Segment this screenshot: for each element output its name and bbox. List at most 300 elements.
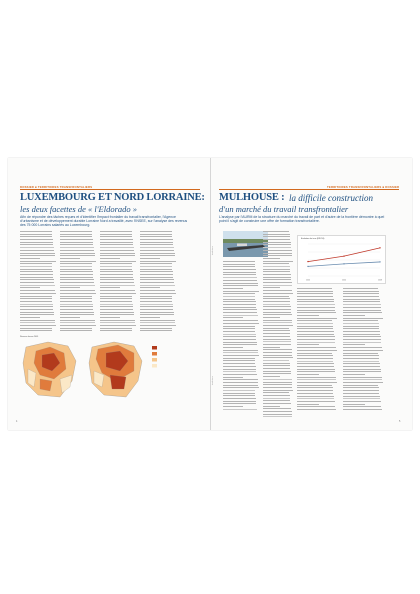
text-line [263, 271, 290, 272]
text-line [343, 409, 382, 410]
text-line [140, 304, 173, 305]
text-line [343, 315, 365, 316]
text-line [20, 309, 53, 310]
text-line [343, 323, 379, 324]
text-line [223, 339, 256, 340]
text-line [297, 371, 335, 372]
text-line [60, 293, 96, 294]
text-line [100, 296, 132, 297]
text-line [60, 290, 95, 291]
text-line [263, 330, 290, 331]
text-line [100, 317, 120, 318]
text-line [297, 374, 319, 375]
text-line [60, 287, 80, 288]
text-line [343, 342, 381, 343]
text-line [263, 320, 292, 321]
text-line [263, 382, 292, 383]
text-line [60, 306, 93, 307]
text-line [140, 269, 172, 270]
text-line [263, 242, 291, 243]
text-line [263, 357, 293, 358]
text-line [140, 266, 172, 267]
text-line [343, 304, 381, 305]
text-line [263, 274, 291, 275]
text-column-2 [263, 231, 293, 419]
chart-x-tick: 2008 [378, 279, 382, 282]
text-line [263, 298, 290, 299]
text-line [343, 310, 381, 311]
text-line [263, 269, 290, 270]
text-line [223, 371, 256, 372]
text-line [297, 401, 335, 402]
text-line [263, 304, 290, 305]
text-line [100, 287, 120, 288]
text-line [263, 344, 291, 345]
text-line [263, 347, 280, 348]
text-line [100, 269, 132, 270]
text-line [223, 285, 258, 286]
text-line [100, 312, 134, 313]
river-photo [223, 231, 268, 257]
text-line [140, 263, 172, 264]
text-line [20, 253, 55, 254]
text-line [343, 355, 379, 356]
text-line [140, 325, 176, 326]
magazine-spread [8, 158, 412, 430]
text-line [263, 261, 293, 262]
text-line [343, 350, 383, 351]
text-line [100, 234, 132, 235]
text-line [343, 334, 380, 335]
text-line [223, 274, 256, 275]
text-line [100, 328, 132, 329]
text-line [140, 253, 175, 254]
text-line [263, 333, 290, 334]
text-line [20, 250, 54, 251]
margin-label: territoires [212, 246, 214, 256]
text-line [140, 287, 160, 288]
text-line [140, 247, 174, 248]
text-line [263, 325, 293, 326]
text-line [223, 264, 255, 265]
chart-point [307, 261, 308, 262]
text-line [60, 330, 92, 331]
text-column-2 [60, 231, 96, 333]
text-line [60, 277, 93, 278]
text-line [343, 406, 381, 407]
text-line [343, 336, 381, 337]
text-line [20, 236, 52, 237]
text-line [60, 320, 95, 321]
text-line [20, 301, 52, 302]
text-line [223, 331, 255, 332]
text-line [263, 247, 291, 248]
text-line [263, 411, 292, 412]
text-line [140, 309, 173, 310]
text-line [297, 385, 332, 386]
section-label: TERRITOIRES TRANSFRONTALIERS ■ DOSSIER [327, 185, 400, 189]
text-line [223, 350, 258, 351]
text-line [343, 326, 379, 327]
text-line [297, 393, 333, 394]
chart-point [343, 255, 344, 256]
text-line [297, 409, 336, 410]
text-line [20, 242, 53, 243]
text-line [140, 244, 173, 245]
text-line [297, 366, 334, 367]
text-line [100, 250, 134, 251]
text-line [263, 258, 280, 259]
text-line [297, 363, 334, 364]
text-line [223, 291, 259, 292]
text-line [297, 377, 336, 378]
text-line [223, 403, 256, 404]
text-line [263, 293, 293, 294]
text-line [223, 409, 257, 410]
text-column-3 [297, 288, 337, 412]
section-rule [219, 189, 399, 190]
text-line [100, 322, 135, 323]
text-line [100, 314, 134, 315]
text-line [263, 250, 292, 251]
text-line [263, 414, 292, 415]
text-line [20, 271, 53, 272]
text-line [100, 325, 136, 326]
text-line [223, 379, 258, 380]
text-line [223, 315, 258, 316]
text-line [297, 406, 335, 407]
text-line [263, 341, 291, 342]
text-line [297, 299, 334, 300]
text-line [263, 384, 292, 385]
text-line [60, 250, 94, 251]
text-line [297, 288, 332, 289]
text-line [343, 328, 379, 329]
page-number-left: 4 [16, 420, 18, 423]
text-line [60, 312, 94, 313]
text-line [60, 269, 92, 270]
text-line [223, 385, 258, 386]
map-legend-swatches [152, 346, 172, 386]
text-line [343, 301, 380, 302]
article-dek: Afin de répondre des tâches reçues et d'identifier l'impact frontalier du travail transfrontalier, l'Agence d'urbanisme et de développement durable Lorraine Nord a travaillé, avec l'INSEE, sur l'analyse des revenus des 75 000 Lorrains salariés au Luxembourg. [20, 215, 188, 227]
text-line [20, 282, 54, 283]
text-line [297, 350, 337, 351]
text-line [140, 250, 174, 251]
text-column-4 [343, 288, 383, 412]
text-line [20, 306, 53, 307]
text-line [20, 277, 53, 278]
page-number-right: 5 [399, 420, 401, 423]
text-line [140, 298, 172, 299]
text-line [223, 347, 243, 348]
text-line [263, 360, 289, 361]
text-line [60, 301, 92, 302]
chart-series-line-0 [308, 248, 380, 262]
text-line [343, 347, 382, 348]
text-line [297, 390, 333, 391]
text-line [343, 390, 379, 391]
text-line [263, 368, 290, 369]
text-line [60, 253, 95, 254]
text-line [263, 231, 289, 232]
text-line [140, 236, 172, 237]
text-line [100, 330, 132, 331]
text-line [100, 247, 134, 248]
text-line [297, 387, 333, 388]
text-line [263, 395, 290, 396]
text-line [263, 282, 292, 283]
text-line [60, 282, 94, 283]
text-line [297, 404, 319, 405]
text-line [20, 231, 52, 232]
text-line [100, 298, 132, 299]
text-line [297, 347, 336, 348]
text-line [263, 301, 290, 302]
margin-label-2: territoires [212, 376, 214, 386]
text-line [297, 323, 333, 324]
text-line [263, 398, 290, 399]
text-line [343, 374, 365, 375]
text-line [263, 290, 292, 291]
text-line [60, 242, 93, 243]
text-line [223, 320, 258, 321]
text-line [100, 244, 133, 245]
text-line [223, 280, 257, 281]
text-line [223, 358, 255, 359]
text-line [263, 236, 290, 237]
text-line [223, 360, 255, 361]
text-line [297, 339, 335, 340]
text-line [263, 400, 290, 401]
text-line [343, 320, 378, 321]
text-line [263, 376, 280, 377]
text-line [223, 307, 256, 308]
text-line [297, 353, 332, 354]
text-line [343, 299, 380, 300]
text-column-3 [100, 231, 136, 333]
text-line [263, 406, 280, 407]
text-line [223, 299, 255, 300]
chart-x-tick: 2000 [306, 279, 310, 282]
text-line [100, 231, 132, 232]
text-line [263, 373, 291, 374]
text-line [140, 320, 175, 321]
text-line [20, 255, 55, 256]
text-line [263, 287, 280, 288]
text-line [140, 279, 174, 280]
text-line [60, 285, 95, 286]
text-line [223, 288, 243, 289]
text-line [20, 312, 54, 313]
text-line [223, 352, 258, 353]
text-line [263, 239, 290, 240]
chart-point [379, 247, 380, 248]
text-line [223, 390, 255, 391]
text-line [140, 282, 174, 283]
text-line [20, 266, 52, 267]
text-line [343, 291, 379, 292]
text-line [20, 234, 52, 235]
text-line [60, 261, 96, 262]
text-line [297, 398, 334, 399]
text-line [100, 290, 135, 291]
text-line [263, 403, 291, 404]
text-line [263, 279, 291, 280]
text-line [263, 285, 292, 286]
text-line [263, 312, 291, 313]
text-line [343, 379, 382, 380]
text-line [223, 312, 257, 313]
text-line [60, 304, 93, 305]
text-line [100, 253, 135, 254]
right-page [211, 158, 411, 430]
text-line [223, 395, 255, 396]
text-line [263, 317, 280, 318]
text-line [140, 312, 174, 313]
text-line [343, 344, 365, 345]
text-line [60, 309, 93, 310]
text-line [297, 291, 333, 292]
text-line [297, 304, 335, 305]
text-line [223, 326, 255, 327]
text-line [20, 320, 55, 321]
text-line [223, 344, 257, 345]
text-line [20, 274, 53, 275]
text-line [223, 272, 256, 273]
text-line [297, 344, 319, 345]
text-line [223, 366, 256, 367]
text-line [343, 307, 381, 308]
text-line [263, 355, 292, 356]
text-line [297, 301, 334, 302]
text-line [20, 296, 52, 297]
revenue-map-1 [20, 339, 80, 401]
text-line [140, 301, 172, 302]
text-line [263, 379, 292, 380]
text-line [297, 369, 335, 370]
text-line [223, 393, 255, 394]
text-line [343, 353, 378, 354]
text-line [343, 312, 382, 313]
text-line [20, 247, 54, 248]
text-line [100, 304, 133, 305]
text-line [263, 263, 289, 264]
text-line [263, 392, 289, 393]
text-line [343, 401, 381, 402]
text-line [263, 255, 292, 256]
text-line [297, 396, 334, 397]
text-line [20, 290, 55, 291]
text-line [263, 416, 292, 417]
chart-point [343, 263, 344, 264]
text-line [263, 314, 292, 315]
text-line [297, 315, 319, 316]
chart-title: Evolution du taux (FR/CH) [301, 238, 325, 240]
text-line [60, 328, 92, 329]
text-line [263, 244, 291, 245]
section-rule [20, 189, 200, 190]
text-line [343, 385, 378, 386]
text-line [223, 363, 255, 364]
text-line [223, 309, 257, 310]
text-line [297, 307, 335, 308]
text-line [140, 317, 160, 318]
text-line [100, 236, 132, 237]
text-line [100, 274, 133, 275]
text-line [343, 393, 379, 394]
text-line [343, 318, 383, 319]
text-line [297, 318, 337, 319]
text-line [297, 326, 333, 327]
text-line [263, 306, 291, 307]
text-line [223, 301, 256, 302]
text-line [140, 234, 172, 235]
text-line [60, 231, 92, 232]
text-line [140, 290, 175, 291]
text-column-1 [223, 261, 259, 412]
text-line [223, 374, 257, 375]
text-line [20, 325, 56, 326]
text-line [343, 382, 383, 383]
text-line [60, 234, 92, 235]
text-line [100, 279, 134, 280]
text-line [343, 366, 380, 367]
text-line [343, 398, 380, 399]
text-line [223, 342, 257, 343]
text-line [100, 306, 133, 307]
article-subtitle-b: d'un marché du travail transfrontalier [219, 204, 349, 214]
text-line [140, 328, 172, 329]
text-line [223, 269, 256, 270]
text-column-1 [20, 231, 56, 333]
text-line [263, 408, 291, 409]
text-line [100, 255, 135, 256]
text-line [60, 279, 94, 280]
text-line [297, 361, 333, 362]
text-line [343, 387, 379, 388]
text-line [60, 236, 92, 237]
text-line [223, 334, 256, 335]
text-line [223, 377, 243, 378]
text-line [20, 285, 55, 286]
text-line [223, 369, 256, 370]
text-line [263, 266, 290, 267]
text-line [20, 263, 52, 264]
text-line [263, 336, 290, 337]
line-chart [297, 235, 386, 284]
text-line [223, 317, 243, 318]
chart-point [379, 261, 380, 262]
text-line [297, 355, 333, 356]
text-line [223, 293, 255, 294]
text-line [140, 277, 173, 278]
text-line [140, 322, 175, 323]
text-line [223, 328, 255, 329]
text-line [20, 258, 40, 259]
text-line [297, 320, 332, 321]
text-line [343, 296, 379, 297]
text-line [20, 244, 53, 245]
text-line [60, 296, 92, 297]
left-page [8, 158, 208, 430]
text-line [223, 266, 255, 267]
text-line [343, 331, 380, 332]
text-line [263, 390, 293, 391]
text-line [297, 296, 333, 297]
section-label: DOSSIER ■ TERRITOIRES TRANSFRONTALIERS [20, 185, 93, 189]
text-line [263, 349, 292, 350]
